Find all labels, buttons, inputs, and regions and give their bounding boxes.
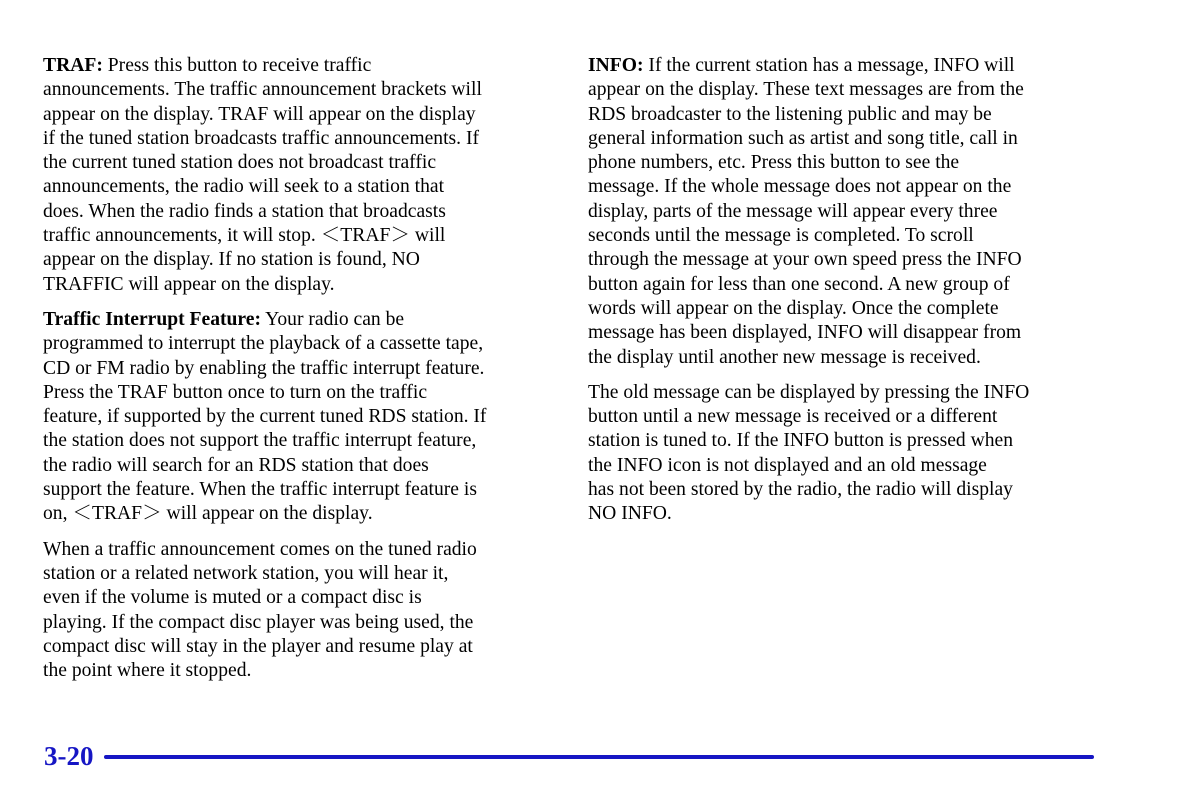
traffic-interrupt-body: Your radio can be programmed to interrupt the playback of a cassette tape, CD or FM radio by enabling the traffic interrupt feature. Press the TRAF button once to turn on the traffic feature, if supported by the current tuned RDS station. If the station does not support the traffic interrupt feature, the radio will search for an RDS station that does support the feature. When the traffic interrupt feature is on, ＜TRAF＞ will appear on the display. — [43, 308, 487, 525]
traffic-announcement-paragraph: When a traffic announcement comes on the tuned radio station or a related network station, you will hear it, even if the volume is muted or a compact disc is playing. If the compact disc player was being used, the compact disc will stay in the player and resume play at the point where it stopped. — [43, 538, 477, 682]
left-column — [43, 54, 553, 694]
page-number: 3-20 — [44, 741, 94, 771]
traf-body: Press this button to receive traffic announcements. The traffic announcement brackets will appear on the display. TRAF will appear on the display if the tuned station broadcasts traffic announcements. If the current tuned station does not broadcast traffic announcements, the radio will seek to a station that does. When the radio finds a station that broadcasts traffic announcements, it will stop. ＜TRAF＞ will appear on the display. If no station is found, NO TRAFFIC will appear on the display. — [43, 55, 482, 295]
right-column — [588, 54, 1098, 538]
old-message-paragraph: The old message can be displayed by pressing the INFO button until a new message is received or a different station is tuned to. If the INFO button is pressed when the INFO icon is not displayed and an old message has not been stored by the radio, the radio will display NO INFO. — [588, 381, 1030, 525]
traffic-interrupt-paragraph — [43, 308, 553, 527]
traf-paragraph — [43, 54, 553, 297]
info-heading: INFO: — [588, 55, 644, 76]
traf-heading: TRAF: — [43, 55, 103, 76]
info-paragraph — [588, 54, 1098, 370]
footer-divider — [104, 755, 1094, 759]
traffic-interrupt-heading: Traffic Interrupt Feature: — [43, 308, 261, 330]
info-body: If the current station has a message, INFO will appear on the display. These text messages are from the RDS broadcaster to the listening public and may be general information such as artist and song title, call in phone numbers, etc. Press this button to see the message. If the whole message does not appear on the display, parts of the message will appear every three seconds until the message is completed. To scroll through the message at your own speed press the INFO button again for less than one second. A new group of words will appear on the display. Once the complete message has been displayed, INFO will disappear from the display until another new message is received. — [588, 55, 1024, 368]
